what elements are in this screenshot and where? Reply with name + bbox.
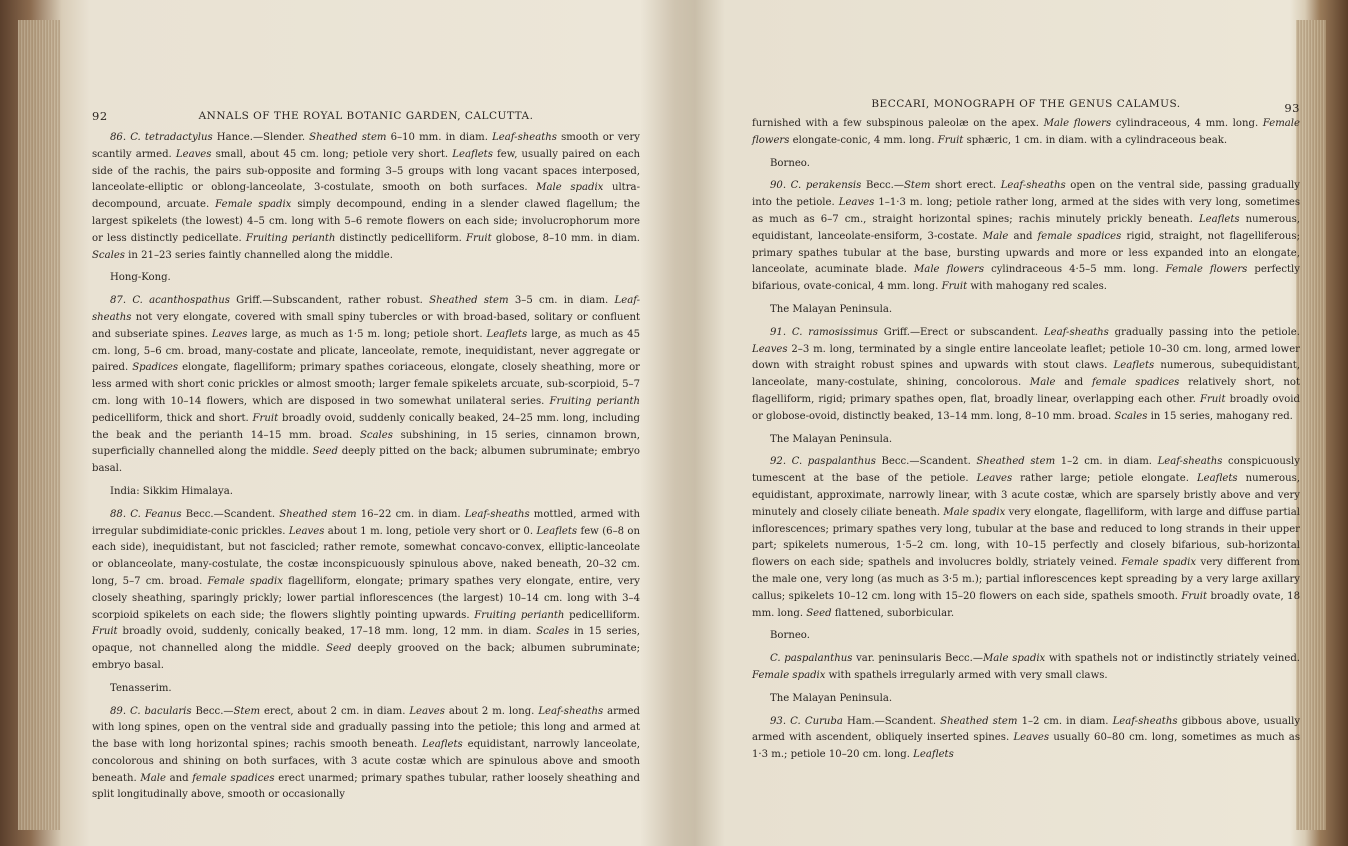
- description-text: small, about 45 cm. long; petiole very short.: [211, 148, 453, 160]
- species-name: 88. C. Feanus: [110, 508, 182, 520]
- italic-term: Leaflets: [536, 525, 578, 537]
- italic-term: Leaf-sheaths: [492, 132, 557, 143]
- species-author: Becc.: [181, 508, 214, 520]
- italic-term: Leaf-sheaths: [1000, 180, 1066, 192]
- description-text: ultra-decompound, arcuate.: [92, 182, 640, 211]
- italic-term: female spadices: [1091, 377, 1180, 389]
- description-text: distinctly pedicelliform.: [335, 232, 467, 244]
- description-text: cylindraceous, 4 mm. long.: [1111, 118, 1263, 129]
- description-text: —Erect or subscandent.: [909, 326, 1044, 338]
- locality: The Malayan Peninsula.: [770, 433, 893, 445]
- species-entry: [92, 507, 640, 675]
- species-author: Griff.: [878, 326, 910, 338]
- italic-term: Male: [1029, 377, 1056, 389]
- description-text: large, as much as 1·5 m. long; petiole short.: [247, 328, 487, 340]
- description-text: pedicelliform, thick and short.: [92, 412, 253, 424]
- description-text: numerous, equidistant, approximate, narrowly linear, with 3 acute costæ, which are sparsely bristly above and very minutely and closely ciliate beneath.: [752, 473, 1300, 518]
- italic-term: Leaves: [976, 473, 1013, 485]
- italic-term: Fruit: [937, 134, 964, 146]
- italic-term: Leaves: [838, 197, 875, 209]
- description-text: globose, 8–10 mm. in diam.: [491, 232, 640, 244]
- description-text: —: [972, 653, 983, 665]
- description-text: elongate-conic, 4 mm. long.: [789, 134, 938, 146]
- italic-term: Leaves: [752, 343, 788, 355]
- italic-term: Fruit: [466, 232, 492, 244]
- species-name: 89. C. bacularis: [110, 705, 192, 717]
- description-text: rigid, straight, not flagelliferous; primary spathes tubular at the base, bursting upwards and more or less expanded into an elongate, lanceolate, acuminate blade.: [752, 230, 1300, 276]
- italic-term: Leaves: [1013, 732, 1050, 744]
- description-text: smooth or very scantily armed.: [92, 132, 640, 160]
- species-name: 92. C. paspalanthus: [770, 456, 876, 468]
- description-text: simply decompound, ending in a slender clawed flagellum; the largest spikelets (the lowest) 4–5 cm. long with 5–6 remote flowers on each side; involucrophorum more or less distinctly pedicellate.: [92, 199, 641, 244]
- description-text: deeply pitted on the back; albumen subruminate; embryo basal.: [92, 446, 640, 475]
- description-text: —Scandent.: [213, 508, 280, 520]
- italic-term: Scales: [536, 626, 570, 638]
- locality: The Malayan Peninsula.: [770, 303, 893, 315]
- italic-term: Sheathed stem: [279, 508, 357, 520]
- description-text: 1–2 cm. in diam.: [1017, 715, 1113, 727]
- species-entry: [752, 651, 1300, 685]
- italic-term: Leaves: [409, 705, 445, 717]
- italic-term: Stem: [903, 180, 931, 192]
- description-text: with mahogany red scales.: [967, 281, 1107, 293]
- italic-term: Leaves: [288, 525, 325, 537]
- description-text: mottled, armed with irregular subdimidiate-conic prickles.: [92, 508, 641, 537]
- description-text: —: [893, 180, 904, 192]
- description-text: broadly ovoid or globose-ovoid, distinctly beaked, 13–14 mm. long, 8–10 mm. broad.: [752, 393, 1300, 422]
- italic-term: Female spadix: [752, 669, 826, 681]
- italic-term: Sheathed stem: [429, 295, 509, 307]
- description-text: gibbous above, usually armed with ascendent, obliquely inserted spines.: [752, 715, 1301, 744]
- description-text: gradually passing into the petiole.: [1108, 326, 1300, 338]
- running-title: BECCARI, MONOGRAPH OF THE GENUS CALAMUS.: [871, 98, 1181, 110]
- locality: Borneo.: [770, 157, 810, 169]
- right-page: [752, 94, 1300, 770]
- left-page-body: [92, 130, 640, 804]
- description-text: subshining, in 15 series, cinnamon brown, superficially channelled along the middle.: [92, 429, 641, 458]
- italic-term: Leaf-sheaths: [1157, 456, 1223, 468]
- running-title: ANNALS OF THE ROYAL BOTANIC GARDEN, CALCUTTA.: [198, 110, 534, 122]
- species-entry: [92, 293, 640, 478]
- italic-term: Leaf-sheaths: [1043, 326, 1109, 338]
- italic-term: Male flowers: [913, 264, 985, 276]
- italic-term: Female spadix: [1121, 557, 1197, 569]
- description-text: broadly ovate, 18 mm. long.: [752, 590, 1301, 619]
- description-text: with spathels irregularly armed with very small claws.: [825, 669, 1108, 681]
- species-entry: [92, 130, 640, 264]
- italic-term: Leaflets: [452, 148, 493, 160]
- description-text: broadly ovoid, suddenly conically beaked, 24–25 mm. long, including the beak and the perianth 14–15 mm. broad.: [92, 412, 640, 441]
- species-author: Hance.: [212, 132, 253, 143]
- italic-term: Fruiting perianth: [474, 609, 565, 621]
- italic-term: Leaflets: [913, 749, 954, 761]
- description-text: 1–1·3 m. long; petiole rather long, armed at the sides with very long, sometimes as much as 6–7 cm., straight horizontal spines; rachis minutely prickly beneath.: [752, 197, 1300, 225]
- description-text: 16–22 cm. in diam.: [356, 508, 465, 520]
- species-name: 86. C. tetradactylus: [110, 132, 213, 143]
- species-author: Becc.: [191, 705, 224, 717]
- description-text: in 15 series, opaque, not channelled along the middle.: [92, 626, 640, 655]
- italic-term: Scales: [92, 249, 125, 261]
- italic-term: Scales: [1114, 410, 1148, 422]
- locality: Tenasserim.: [110, 682, 172, 694]
- description-text: 6–10 mm. in diam.: [386, 132, 493, 143]
- description-text: and: [1055, 377, 1092, 389]
- italic-term: Leaflets: [1113, 360, 1155, 372]
- italic-term: Leaves: [211, 328, 248, 340]
- description-text: —Subscandent, rather robust.: [262, 295, 430, 307]
- italic-term: Leaf-sheaths: [538, 705, 604, 717]
- description-text: flagelliform, elongate; primary spathes very elongate, entire, very closely sheathing, sparingly prickly; lower partial inflorescences (the largest) 10–14 cm. long with 3–4 scorpioid spikelets on each side; the flowers slightly pointing upwards.: [92, 575, 641, 621]
- description-text: with spathels not or indistinctly striately veined.: [1045, 653, 1300, 665]
- species-entry: [752, 454, 1300, 622]
- italic-term: Spadices: [132, 362, 179, 374]
- left-page-edges: [18, 20, 60, 830]
- description-text: sphæric, 1 cm. in diam. with a cylindraceous beak.: [963, 134, 1228, 146]
- species-entry: [752, 178, 1300, 296]
- description-text: very elongate, flagelliform, with large and diffuse partial inflorescences; primary spathes very long, tubular at the base and reduced to long strands in their upper part; spikelets numerous, 1·5–2 cm. long, with 10–15 perfectly and closely bifarious, sub-horizontal flowers on each side; spathels and involucres boldly, striately veined.: [752, 506, 1300, 569]
- page-number: 92: [92, 109, 108, 123]
- description-text: —Slender.: [252, 132, 310, 143]
- italic-term: Male flowers: [1043, 118, 1112, 129]
- description-text: relatively short, not flagelliform, rigid; primary spathes open, flat, broadly linear, overlapping each other.: [752, 377, 1300, 405]
- description-text: open on the ventral side, passing gradually into the petiole.: [752, 180, 1300, 209]
- italic-term: Female spadix: [207, 575, 283, 587]
- italic-term: female spadices: [1037, 230, 1122, 242]
- description-text: rather large; petiole elongate.: [1012, 473, 1197, 485]
- description-text: perfectly bifarious, ovate-conical, 4 mm. long.: [752, 264, 1300, 293]
- description-text: numerous, equidistant, lanceolate-ensiform, 3-costate.: [752, 213, 1301, 242]
- italic-term: Fruit: [1181, 590, 1208, 602]
- italic-term: Sheathed stem: [309, 132, 387, 143]
- right-page-body: [752, 116, 1300, 764]
- italic-term: Sheathed stem: [940, 715, 1018, 727]
- italic-term: Leaves: [175, 148, 212, 160]
- description-text: 2–3 m. long, terminated by a single entire lanceolate leaflet; petiole 10–30 cm. long, armed lower down with straight robust spines and upwards with stout claws.: [752, 343, 1300, 372]
- description-text: few, usually paired on each side of the rachis, the pairs sub-opposite and forming 3–5 groups with long vacant spaces interposed, lanceolate-elliptic or oblong-lanceolate, 3-costulate, smooth on both surfaces.: [92, 148, 641, 194]
- locality: Borneo.: [770, 630, 810, 642]
- species-entry: [752, 325, 1300, 426]
- italic-term: Leaflets: [422, 739, 463, 751]
- description-text: —: [223, 705, 234, 717]
- italic-term: Male: [140, 772, 166, 784]
- left-running-head: [92, 108, 640, 130]
- italic-term: Fruiting perianth: [245, 232, 336, 244]
- italic-term: Seed: [806, 607, 832, 619]
- description-text: and: [165, 772, 193, 784]
- description-text: numerous, subequidistant, lanceolate, many-costulate, shining, concolorous.: [752, 360, 1300, 389]
- species-entry: [92, 704, 640, 805]
- italic-term: Leaf-sheaths: [92, 295, 640, 323]
- italic-term: Fruiting perianth: [549, 395, 641, 407]
- italic-term: Male spadix: [536, 182, 604, 194]
- italic-term: Leaflets: [1198, 213, 1240, 225]
- species-author: Ham.: [842, 715, 875, 727]
- italic-term: Fruit: [92, 626, 118, 638]
- species-author: Becc.: [875, 456, 910, 468]
- species-author: Becc.: [861, 180, 894, 192]
- italic-term: Male spadix: [943, 506, 1006, 518]
- description-text: not very elongate, covered with small spiny tubercles or with broad-based, solitary or confluent and subseriate spines.: [92, 311, 640, 340]
- description-text: deeply grooved on the back; albumen subruminate; embryo basal.: [92, 643, 640, 671]
- italic-term: Male: [982, 230, 1009, 242]
- italic-term: Scales: [359, 429, 393, 441]
- description-text: in 15 series, mahogany red.: [1147, 410, 1293, 422]
- italic-term: Leaf-sheaths: [1112, 715, 1178, 727]
- description-text: pedicelliform.: [564, 609, 640, 621]
- species-author: Griff.: [229, 295, 263, 307]
- description-text: usually 60–80 cm. long, sometimes as much as 1·3 m.; petiole 10–20 cm. long.: [752, 732, 1300, 761]
- description-text: armed with long spines, open on the ventral side and gradually passing into the petiole; this long and armed at the base with long horizontal spines; rachis smooth beneath.: [92, 705, 640, 751]
- description-text: elongate, flagelliform; primary spathes coriaceous, elongate, closely sheathing, more or less armed with short conic prickles or almost smooth; larger female spikelets arcuate, sub-scorpioid, 5–7 cm. long with 10–14 flowers, which are disposed in two somewhat unilateral series.: [92, 362, 640, 407]
- description-text: large, as much as 45 cm. long, 5–6 cm. broad, many-costate and plicate, lanceolate, remote, inequidistant, never aggregate or paired.: [92, 328, 640, 374]
- description-text: cylindraceous 4·5–5 mm. long.: [984, 264, 1166, 276]
- italic-term: Fruit: [1199, 393, 1226, 405]
- italic-term: Fruit: [252, 412, 279, 424]
- italic-term: Female flowers: [752, 118, 1301, 146]
- species-entry: [752, 116, 1300, 150]
- right-running-head: [752, 94, 1300, 116]
- description-text: very different from the male one, very long (as much as 3·5 m.); partial inflorescences kept spreading by a very large axillary callus; spikelets 10–12 cm. long with 15–20 flowers on each side, spathels smooth.: [752, 557, 1300, 602]
- italic-term: Male spadix: [982, 653, 1046, 665]
- locality: The Malayan Peninsula.: [770, 692, 893, 704]
- species-entry: [752, 714, 1300, 764]
- description-text: conspicuously tumescent at the base of the petiole.: [752, 456, 1300, 485]
- description-text: in 21–23 series faintly channelled along the middle.: [124, 249, 393, 261]
- description-text: erect unarmed; primary spathes tubular, rather loosely sheathing and split longitudinally above, smooth or occasionally: [92, 772, 640, 801]
- description-text: —Scandent.: [909, 456, 977, 468]
- right-page-edges: [1296, 20, 1326, 830]
- left-page: [92, 108, 640, 810]
- locality: Hong-Kong.: [110, 272, 171, 284]
- species-name: 90. C. perakensis: [770, 180, 862, 192]
- species-name: 87. C. acanthospathus: [110, 295, 230, 307]
- italic-term: Leaflets: [486, 328, 528, 340]
- italic-term: Stem: [233, 705, 261, 717]
- italic-term: Leaf-sheaths: [464, 508, 530, 520]
- description-text: erect, about 2 cm. in diam.: [260, 705, 410, 717]
- italic-term: Seed: [312, 446, 338, 458]
- description-text: and: [1008, 230, 1038, 242]
- description-text: broadly ovoid, suddenly, conically beaked, 17–18 mm. long, 12 mm. in diam.: [117, 626, 537, 638]
- species-name: 91. C. ramosissimus: [770, 326, 878, 338]
- italic-term: female spadices: [192, 772, 275, 784]
- description-text: about 1 m. long, petiole very short or 0.: [324, 525, 537, 537]
- description-text: 1–2 cm. in diam.: [1055, 456, 1158, 468]
- locality: India: Sikkim Himalaya.: [110, 485, 233, 497]
- italic-term: Female spadix: [215, 199, 292, 211]
- italic-term: Female flowers: [1165, 264, 1248, 276]
- description-text: short erect.: [930, 180, 1001, 192]
- description-text: —Scandent.: [874, 715, 941, 727]
- description-text: 3–5 cm. in diam.: [508, 295, 615, 307]
- species-name: C. paspalanthus: [770, 653, 853, 665]
- description-text: furnished with a few subspinous paleolæ on the apex.: [752, 118, 1044, 129]
- italic-term: Seed: [326, 643, 352, 655]
- description-text: few (6–8 on each side), inequidistant, but not fascicled; rather remote, somewhat concavo-convex, elliptic-lanceolate or oblanceolate, many-costulate, the costæ inconspicuously spinulous above, naked beneath, 20–32 cm. long, 5–7 cm. broad.: [92, 525, 640, 587]
- description-text: equidistant, narrowly lanceolate, concolorous and shining on both surfaces, with 3 acute costæ which are spinulous above and smooth beneath.: [92, 739, 640, 784]
- italic-term: Sheathed stem: [976, 456, 1056, 468]
- description-text: flattened, suborbicular.: [831, 607, 955, 619]
- italic-term: Fruit: [941, 281, 968, 293]
- description-text: about 2 m. long.: [444, 705, 539, 717]
- species-author: var. peninsularis Becc.: [852, 653, 973, 665]
- species-name: 93. C. Curuba: [770, 715, 843, 727]
- italic-term: Leaflets: [1196, 473, 1238, 485]
- page-number: 93: [1284, 101, 1300, 115]
